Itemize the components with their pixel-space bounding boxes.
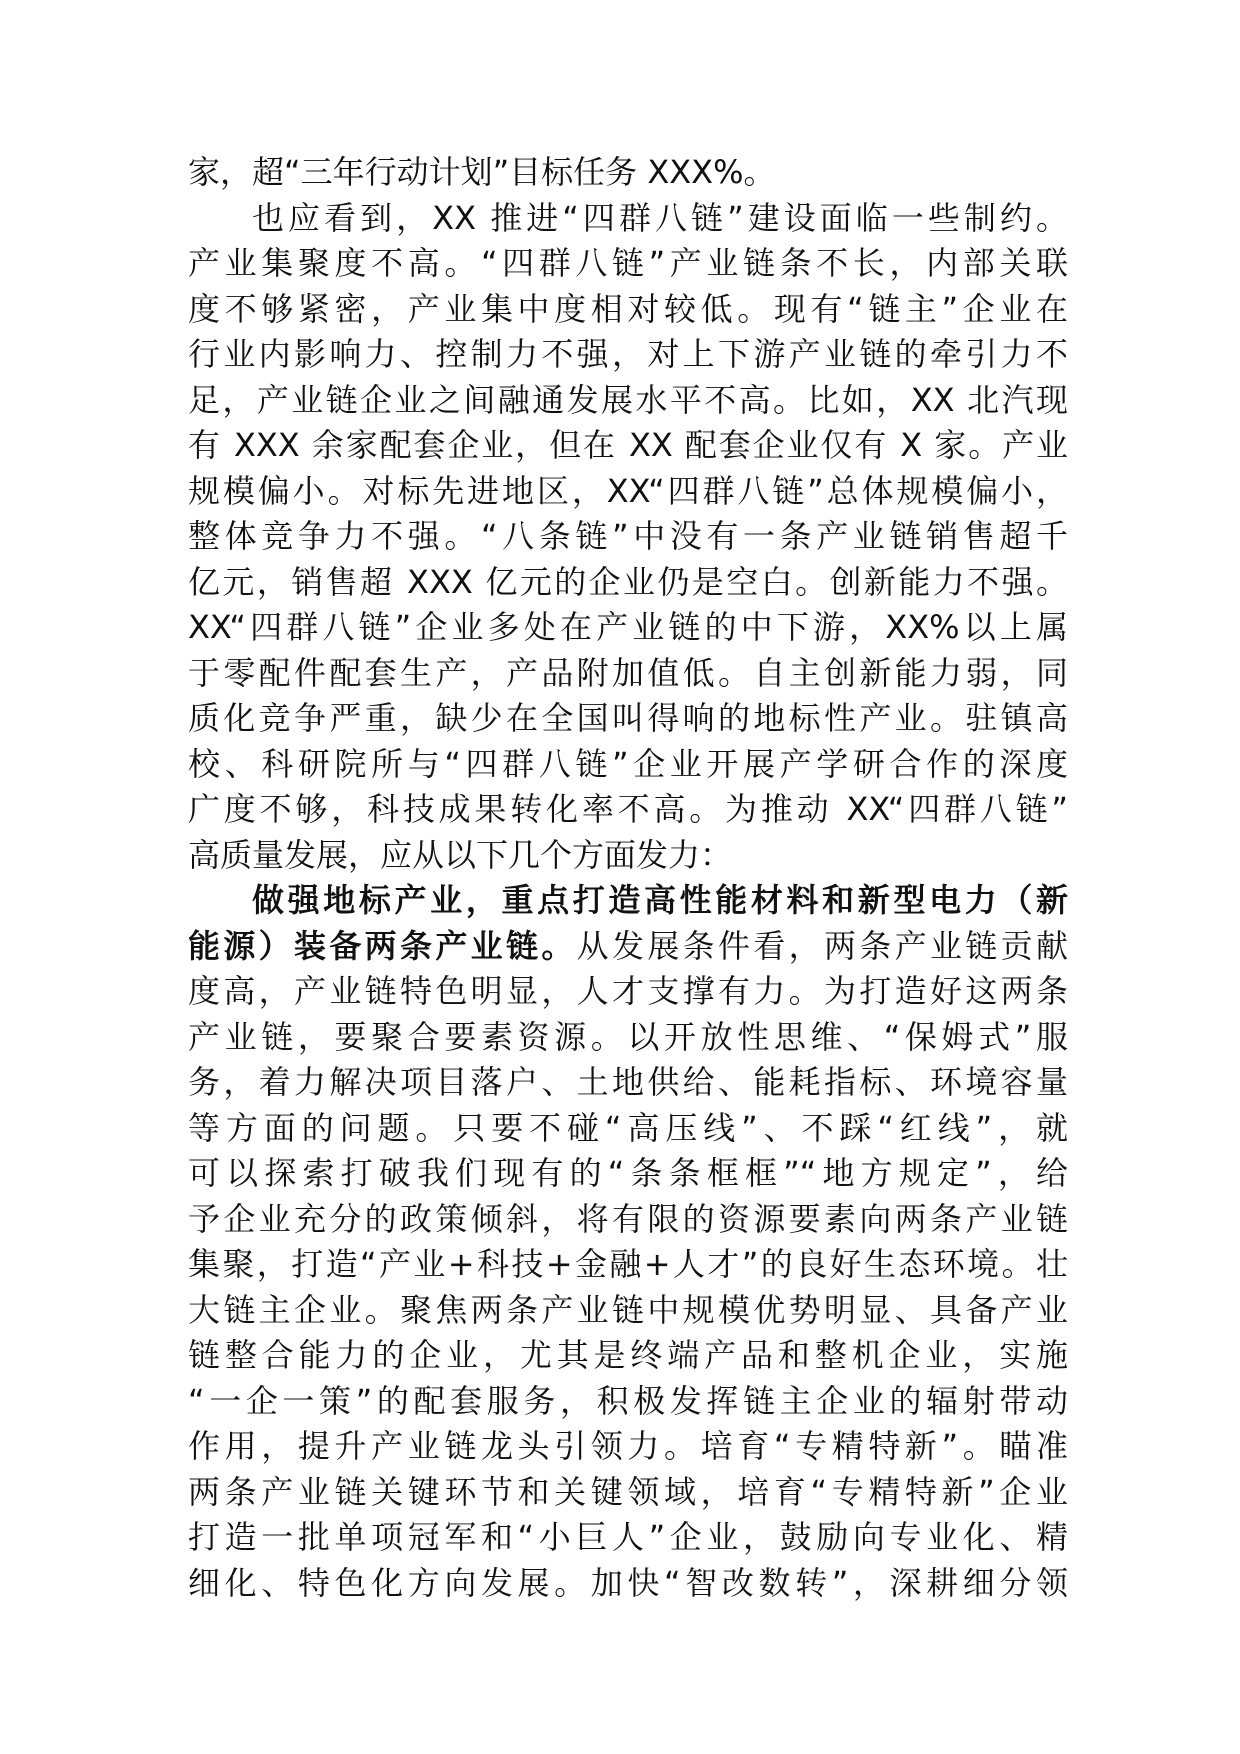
text-line xyxy=(188,560,1068,606)
text-segment: 可以探索打破我们现有的“条条框框”“地方规定”，给 xyxy=(188,1154,1068,1192)
bold-heading-segment: 能源）装备两条产业链。 xyxy=(188,926,577,965)
text-line xyxy=(188,150,1068,196)
text-segment: 足，产业链企业之间融通发展水平不高。比如，XX 北汽现 xyxy=(188,380,1068,419)
text-line xyxy=(188,1561,1068,1607)
text-line xyxy=(188,1242,1068,1288)
text-segment: 两条产业链关键环节和关键领域，培育“专精特新”企业 xyxy=(188,1472,1068,1511)
text-line xyxy=(188,924,1068,970)
text-segment: 细化、特色化方向发展。加快“智改数转”，深耕细分领 xyxy=(188,1563,1068,1602)
text-segment: 亿元，销售超 XXX 亿元的企业仍是空白。创新能力不强。 xyxy=(188,562,1068,601)
text-line xyxy=(188,423,1068,469)
text-line xyxy=(188,1288,1068,1334)
text-line xyxy=(188,742,1068,788)
text-segment: 从发展条件看，两条产业链贡献 xyxy=(576,926,1068,965)
text-segment: 打造一批单项冠军和“小巨人”企业，鼓励向专业化、精 xyxy=(188,1518,1068,1556)
text-line xyxy=(188,833,1068,879)
text-line xyxy=(188,696,1068,742)
text-line xyxy=(188,287,1068,333)
text-line xyxy=(188,1424,1068,1470)
text-line xyxy=(188,969,1068,1015)
text-segment: 集聚，打造“产业+科技+金融+人才”的良好生态环境。壮 xyxy=(188,1245,1068,1283)
text-segment: 规模偏小。对标先进地区，XX“四群八链”总体规模偏小， xyxy=(188,471,1068,510)
text-line xyxy=(188,878,1068,924)
text-segment: 家，超“三年行动计划”目标任务 XXX%。 xyxy=(188,153,776,191)
text-line xyxy=(188,1151,1068,1197)
text-segment: 广度不够，科技成果转化率不高。为推动 XX“四群八链” xyxy=(188,790,1068,828)
text-line xyxy=(188,1197,1068,1243)
text-line xyxy=(188,241,1068,287)
text-line xyxy=(188,605,1068,651)
text-segment: 务，着力解决项目落户、土地供给、能耗指标、环境容量 xyxy=(188,1063,1068,1101)
text-segment: XX“四群八链”企业多处在产业链的中下游，XX%以上属 xyxy=(188,608,1068,646)
text-line xyxy=(188,1470,1068,1516)
document-body xyxy=(188,150,1068,1606)
text-line xyxy=(188,1379,1068,1425)
text-line xyxy=(188,651,1068,697)
text-segment: 产业集聚度不高。“四群八链”产业链条不长，内部关联 xyxy=(188,244,1068,282)
text-line xyxy=(188,787,1068,833)
bold-heading-segment: 做强地标产业，重点打造高性能材料和新型电力（新 xyxy=(252,881,1068,919)
text-line xyxy=(188,1333,1068,1379)
text-segment: 予企业充分的政策倾斜，将有限的资源要素向两条产业链 xyxy=(188,1199,1068,1238)
text-segment: 也应看到，XX 推进“四群八链”建设面临一些制约。 xyxy=(252,198,1068,237)
text-line xyxy=(188,1015,1068,1061)
text-line xyxy=(188,196,1068,242)
paragraph-3 xyxy=(188,878,1068,1606)
text-segment: 行业内影响力、控制力不强，对上下游产业链的牵引力不 xyxy=(188,335,1068,373)
text-segment: 作用，提升产业链龙头引领力。培育“专精特新”。瞄准 xyxy=(188,1427,1068,1465)
text-line xyxy=(188,469,1068,515)
text-segment: 等方面的问题。只要不碰“高压线”、不踩“红线”，就 xyxy=(188,1108,1068,1147)
text-segment: 整体竞争力不强。“八条链”中没有一条产业链销售超千 xyxy=(188,517,1068,555)
text-line xyxy=(188,332,1068,378)
paragraph-1 xyxy=(188,150,1068,196)
text-line xyxy=(188,1515,1068,1561)
text-segment: 链整合能力的企业，尤其是终端产品和整机企业，实施 xyxy=(188,1336,1068,1374)
text-segment: 质化竞争严重，缺少在全国叫得响的地标性产业。驻镇高 xyxy=(188,699,1068,737)
text-segment: 产业链，要聚合要素资源。以开放性思维、“保姆式”服 xyxy=(188,1017,1068,1056)
text-segment: 度不够紧密，产业集中度相对较低。现有“链主”企业在 xyxy=(188,289,1068,328)
text-line xyxy=(188,1060,1068,1106)
text-segment: 于零配件配套生产，产品附加值低。自主创新能力弱，同 xyxy=(188,653,1068,692)
text-line xyxy=(188,378,1068,424)
text-line xyxy=(188,514,1068,560)
text-segment: 度高，产业链特色明显，人才支撑有力。为打造好这两条 xyxy=(188,972,1068,1010)
text-segment: 校、科研院所与“四群八链”企业开展产学研合作的深度 xyxy=(188,744,1068,783)
text-segment: 有 XXX 余家配套企业，但在 XX 配套企业仅有 X 家。产业 xyxy=(188,426,1068,464)
text-segment: 高质量发展，应从以下几个方面发力： xyxy=(188,835,733,874)
text-line xyxy=(188,1106,1068,1152)
text-segment: 大链主企业。聚焦两条产业链中规模优势明显、具备产业 xyxy=(188,1290,1068,1329)
text-segment: “一企一策”的配套服务，积极发挥链主企业的辐射带动 xyxy=(188,1381,1068,1420)
paragraph-2 xyxy=(188,196,1068,879)
